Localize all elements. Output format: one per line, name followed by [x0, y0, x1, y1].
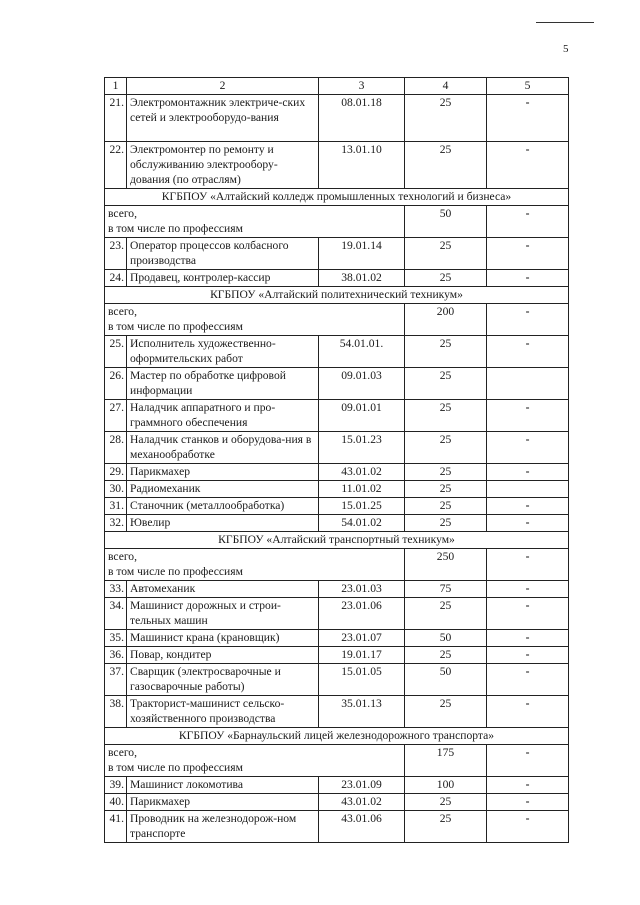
profession-code: 08.01.18 [319, 95, 405, 142]
row-mark: - [487, 811, 569, 843]
admission-count: 100 [405, 777, 487, 794]
total-count: 250 [405, 549, 487, 581]
section-title: КГБПОУ «Алтайский политехнический техникум» [105, 287, 569, 304]
table-row [105, 238, 569, 270]
profession-code: 43.01.02 [319, 794, 405, 811]
row-number: 36. [105, 647, 127, 664]
total-label: всего, в том числе по профессиям [105, 549, 405, 581]
admission-count: 25 [405, 498, 487, 515]
profession-name: Станочник (металлообработка) [127, 498, 319, 515]
admission-count: 25 [405, 811, 487, 843]
profession-name: Парикмахер [127, 794, 319, 811]
row-number: 40. [105, 794, 127, 811]
profession-name: Парикмахер [127, 464, 319, 481]
row-number: 38. [105, 696, 127, 728]
table-row [105, 664, 569, 696]
row-mark [487, 481, 569, 498]
section-title: КГБПОУ «Алтайский транспортный техникум» [105, 532, 569, 549]
profession-name: Исполнитель художественно-оформительских работ [127, 336, 319, 368]
admission-count: 25 [405, 336, 487, 368]
column-header: 2 [127, 78, 319, 95]
section-row [105, 189, 569, 206]
profession-code: 15.01.23 [319, 432, 405, 464]
table-row [105, 647, 569, 664]
table-row [105, 464, 569, 481]
total-count: 175 [405, 745, 487, 777]
total-count: 50 [405, 206, 487, 238]
profession-name: Машинист дорожных и строи-тельных машин [127, 598, 319, 630]
table-row [105, 368, 569, 400]
section-row [105, 532, 569, 549]
profession-name: Наладчик станков и оборудова-ния в механообработке [127, 432, 319, 464]
profession-code: 09.01.01 [319, 400, 405, 432]
profession-name: Электромонтажник электриче-ских сетей и электрооборудо-вания [127, 95, 319, 142]
row-mark: - [487, 270, 569, 287]
row-mark: - [487, 464, 569, 481]
profession-name: Электромонтер по ремонту и обслуживанию электрообору-дования (по отраслям) [127, 142, 319, 189]
table-row [105, 95, 569, 142]
row-number: 25. [105, 336, 127, 368]
profession-code: 23.01.06 [319, 598, 405, 630]
row-mark: - [487, 696, 569, 728]
row-mark: - [487, 647, 569, 664]
column-header: 3 [319, 78, 405, 95]
admission-count: 75 [405, 581, 487, 598]
table-row [105, 696, 569, 728]
profession-code: 23.01.07 [319, 630, 405, 647]
table-row [105, 598, 569, 630]
total-label: всего, в том числе по профессиям [105, 206, 405, 238]
admission-count: 50 [405, 630, 487, 647]
row-mark: - [487, 336, 569, 368]
total-count: 200 [405, 304, 487, 336]
row-number: 24. [105, 270, 127, 287]
row-number: 32. [105, 515, 127, 532]
admission-count: 25 [405, 464, 487, 481]
profession-name: Повар, кондитер [127, 647, 319, 664]
admission-count: 25 [405, 647, 487, 664]
profession-name: Продавец, контролер-кассир [127, 270, 319, 287]
column-header-row [105, 78, 569, 95]
profession-code: 54.01.02 [319, 515, 405, 532]
total-mark: - [487, 549, 569, 581]
profession-code: 43.01.02 [319, 464, 405, 481]
admission-count: 25 [405, 696, 487, 728]
row-mark: - [487, 400, 569, 432]
column-header: 4 [405, 78, 487, 95]
profession-code: 43.01.06 [319, 811, 405, 843]
admission-count: 25 [405, 432, 487, 464]
row-number: 31. [105, 498, 127, 515]
total-mark: - [487, 206, 569, 238]
profession-code: 15.01.25 [319, 498, 405, 515]
row-number: 26. [105, 368, 127, 400]
admission-count: 25 [405, 481, 487, 498]
profession-code: 15.01.05 [319, 664, 405, 696]
row-mark: - [487, 794, 569, 811]
total-row [105, 304, 569, 336]
total-mark: - [487, 745, 569, 777]
row-mark: - [487, 664, 569, 696]
table-row [105, 630, 569, 647]
row-mark: - [487, 598, 569, 630]
row-number: 22. [105, 142, 127, 189]
table-row [105, 481, 569, 498]
row-number: 29. [105, 464, 127, 481]
profession-code: 09.01.03 [319, 368, 405, 400]
admission-count: 50 [405, 664, 487, 696]
section-row [105, 728, 569, 745]
profession-name: Проводник на железнодорож-ном транспорте [127, 811, 319, 843]
total-label: всего, в том числе по профессиям [105, 745, 405, 777]
profession-name: Мастер по обработке цифровой информации [127, 368, 319, 400]
row-mark: - [487, 630, 569, 647]
total-label: всего, в том числе по профессиям [105, 304, 405, 336]
profession-code: 38.01.02 [319, 270, 405, 287]
row-mark: - [487, 95, 569, 142]
admission-count: 25 [405, 515, 487, 532]
profession-code: 19.01.14 [319, 238, 405, 270]
total-row [105, 745, 569, 777]
row-number: 33. [105, 581, 127, 598]
row-mark: - [487, 515, 569, 532]
admission-count: 25 [405, 400, 487, 432]
profession-code: 19.01.17 [319, 647, 405, 664]
row-number: 27. [105, 400, 127, 432]
row-number: 21. [105, 95, 127, 142]
row-mark: - [487, 777, 569, 794]
table-row [105, 777, 569, 794]
professions-table [104, 77, 569, 843]
table-row [105, 270, 569, 287]
section-title: КГБПОУ «Алтайский колледж промышленных технологий и бизнеса» [105, 189, 569, 206]
row-number: 30. [105, 481, 127, 498]
total-row [105, 549, 569, 581]
profession-name: Машинист локомотива [127, 777, 319, 794]
profession-code: 23.01.03 [319, 581, 405, 598]
admission-count: 25 [405, 142, 487, 189]
admission-count: 25 [405, 270, 487, 287]
table-row [105, 581, 569, 598]
total-mark: - [487, 304, 569, 336]
row-mark: - [487, 238, 569, 270]
table-row [105, 142, 569, 189]
table-row [105, 811, 569, 843]
profession-name: Оператор процессов колбасного производства [127, 238, 319, 270]
row-mark: - [487, 581, 569, 598]
row-number: 35. [105, 630, 127, 647]
table-row [105, 336, 569, 368]
row-number: 37. [105, 664, 127, 696]
profession-name: Ювелир [127, 515, 319, 532]
table-row [105, 498, 569, 515]
total-row [105, 206, 569, 238]
profession-code: 54.01.01. [319, 336, 405, 368]
admission-count: 25 [405, 368, 487, 400]
section-row [105, 287, 569, 304]
table-row [105, 515, 569, 532]
row-mark: - [487, 432, 569, 464]
admission-count: 25 [405, 95, 487, 142]
row-number: 34. [105, 598, 127, 630]
page-number: 5 [563, 43, 569, 55]
profession-name: Сварщик (электросварочные и газосварочные работы) [127, 664, 319, 696]
profession-code: 11.01.02 [319, 481, 405, 498]
profession-name: Наладчик аппаратного и про-граммного обеспечения [127, 400, 319, 432]
table-body [105, 78, 569, 843]
profession-code: 13.01.10 [319, 142, 405, 189]
header-rule [536, 22, 594, 23]
row-number: 28. [105, 432, 127, 464]
column-header: 5 [487, 78, 569, 95]
profession-name: Радиомеханик [127, 481, 319, 498]
profession-name: Тракторист-машинист сельско-хозяйственного производства [127, 696, 319, 728]
section-title: КГБПОУ «Барнаульский лицей железнодорожного транспорта» [105, 728, 569, 745]
profession-code: 23.01.09 [319, 777, 405, 794]
admission-count: 25 [405, 598, 487, 630]
profession-name: Автомеханик [127, 581, 319, 598]
column-header: 1 [105, 78, 127, 95]
admission-count: 25 [405, 794, 487, 811]
row-number: 41. [105, 811, 127, 843]
table-row [105, 432, 569, 464]
table-row [105, 400, 569, 432]
table-row [105, 794, 569, 811]
row-mark: - [487, 498, 569, 515]
admission-count: 25 [405, 238, 487, 270]
row-number: 39. [105, 777, 127, 794]
row-number: 23. [105, 238, 127, 270]
profession-code: 35.01.13 [319, 696, 405, 728]
profession-name: Машинист крана (крановщик) [127, 630, 319, 647]
row-mark: - [487, 142, 569, 189]
row-mark [487, 368, 569, 400]
